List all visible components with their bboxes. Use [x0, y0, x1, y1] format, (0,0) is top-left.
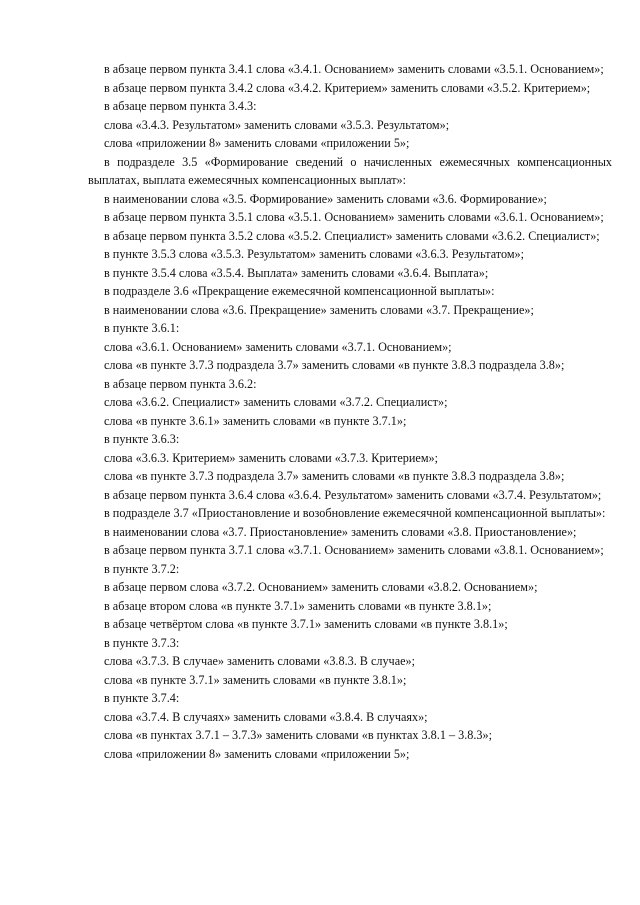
- paragraph: слова «в пунктах 3.7.1 – 3.7.3» заменить словами «в пунктах 3.8.1 – 3.8.3»;: [104, 728, 492, 742]
- paragraph: в абзаце втором слова «в пункте 3.7.1» заменить словами «в пункте 3.8.1»;: [104, 598, 492, 613]
- paragraph: в пункте 3.7.4:: [104, 691, 180, 705]
- paragraph: слова «3.6.2. Специалист» заменить словами «3.7.2. Специалист»;: [104, 395, 448, 409]
- paragraph: в подразделе 3.7 «Приостановление и возобновление ежемесячной компенсационной выплаты»:: [104, 506, 606, 520]
- paragraph: в наименовании слова «3.5. Формирование» заменить словами «3.6. Формирование»;: [104, 191, 547, 206]
- paragraph: слова «3.6.3. Критерием» заменить словами «3.7.3. Критерием»;: [104, 450, 439, 465]
- paragraph: слова «3.4.3. Результатом» заменить словами «3.5.3. Результатом»;: [104, 117, 450, 132]
- paragraph: слова «3.6.1. Основанием» заменить словами «3.7.1. Основанием»;: [104, 339, 452, 354]
- paragraph: в абзаце первом пункта 3.6.2:: [104, 376, 257, 391]
- paragraph: слова «в пункте 3.6.1» заменить словами «в пункте 3.7.1»;: [104, 413, 407, 428]
- paragraph: в абзаце первом пункта 3.4.2 слова «3.4.2. Критерием» заменить словами «3.5.2. Критерием»;: [104, 80, 591, 95]
- paragraph: в абзаце первом пункта 3.6.4 слова «3.6.4. Результатом» заменить словами «3.7.4. Результатом»;: [104, 487, 602, 502]
- paragraph: в подразделе 3.5 «Формирование сведений о начисленных ежемесячных компенсационных выплатах, выплата ежемесячных компенсационных выплат»:: [88, 154, 612, 187]
- paragraph: в пункте 3.5.3 слова «3.5.3. Результатом» заменить словами «3.6.3. Результатом»;: [104, 247, 525, 261]
- paragraph: в абзаце четвёртом слова «в пункте 3.7.1» заменить словами «в пункте 3.8.1»;: [104, 617, 508, 631]
- document-page: [88, 60, 612, 763]
- paragraph: в подразделе 3.6 «Прекращение ежемесячной компенсационной выплаты»:: [104, 284, 495, 298]
- paragraph: слова «3.7.4. В случаях» заменить словами «3.8.4. В случаях»;: [104, 709, 428, 724]
- paragraph: в наименовании слова «3.6. Прекращение» заменить словами «3.7. Прекращение»;: [104, 302, 534, 317]
- paragraph: в пункте 3.7.2:: [104, 561, 180, 576]
- paragraph: слова «в пункте 3.7.3 подраздела 3.7» заменить словами «в пункте 3.8.3 подраздела 3.8»;: [104, 469, 565, 483]
- paragraph: в пункте 3.6.1:: [104, 321, 180, 335]
- paragraph: в абзаце первом пункта 3.4.3:: [104, 99, 257, 113]
- paragraph: слова «3.7.3. В случае» заменить словами «3.8.3. В случае»;: [104, 654, 415, 668]
- paragraph: в пункте 3.7.3:: [104, 635, 180, 650]
- paragraph: в абзаце первом пункта 3.7.1 слова «3.7.1. Основанием» заменить словами «3.8.1. Основанием»;: [104, 543, 604, 557]
- paragraph: в абзаце первом слова «3.7.2. Основанием» заменить словами «3.8.2. Основанием»;: [104, 580, 538, 594]
- paragraph: в абзаце первом пункта 3.4.1 слова «3.4.1. Основанием» заменить словами «3.5.1. Основанием»;: [104, 62, 604, 76]
- paragraph: в абзаце первом пункта 3.5.1 слова «3.5.1. Основанием» заменить словами «3.6.1. Основанием»;: [104, 210, 604, 224]
- paragraph: слова «в пункте 3.7.1» заменить словами «в пункте 3.8.1»;: [104, 672, 407, 687]
- paragraph: слова «в пункте 3.7.3 подраздела 3.7» заменить словами «в пункте 3.8.3 подраздела 3.8»;: [104, 358, 565, 372]
- paragraph: слова «приложении 8» заменить словами «приложении 5»;: [104, 746, 410, 761]
- paragraph: в абзаце первом пункта 3.5.2 слова «3.5.2. Специалист» заменить словами «3.6.2. Специалист»;: [104, 228, 600, 243]
- paragraph: в пункте 3.6.3:: [104, 432, 180, 446]
- paragraph: в наименовании слова «3.7. Приостановление» заменить словами «3.8. Приостановление»;: [104, 524, 577, 539]
- paragraph: слова «приложении 8» заменить словами «приложении 5»;: [104, 136, 410, 150]
- paragraph: в пункте 3.5.4 слова «3.5.4. Выплата» заменить словами «3.6.4. Выплата»;: [104, 265, 489, 280]
